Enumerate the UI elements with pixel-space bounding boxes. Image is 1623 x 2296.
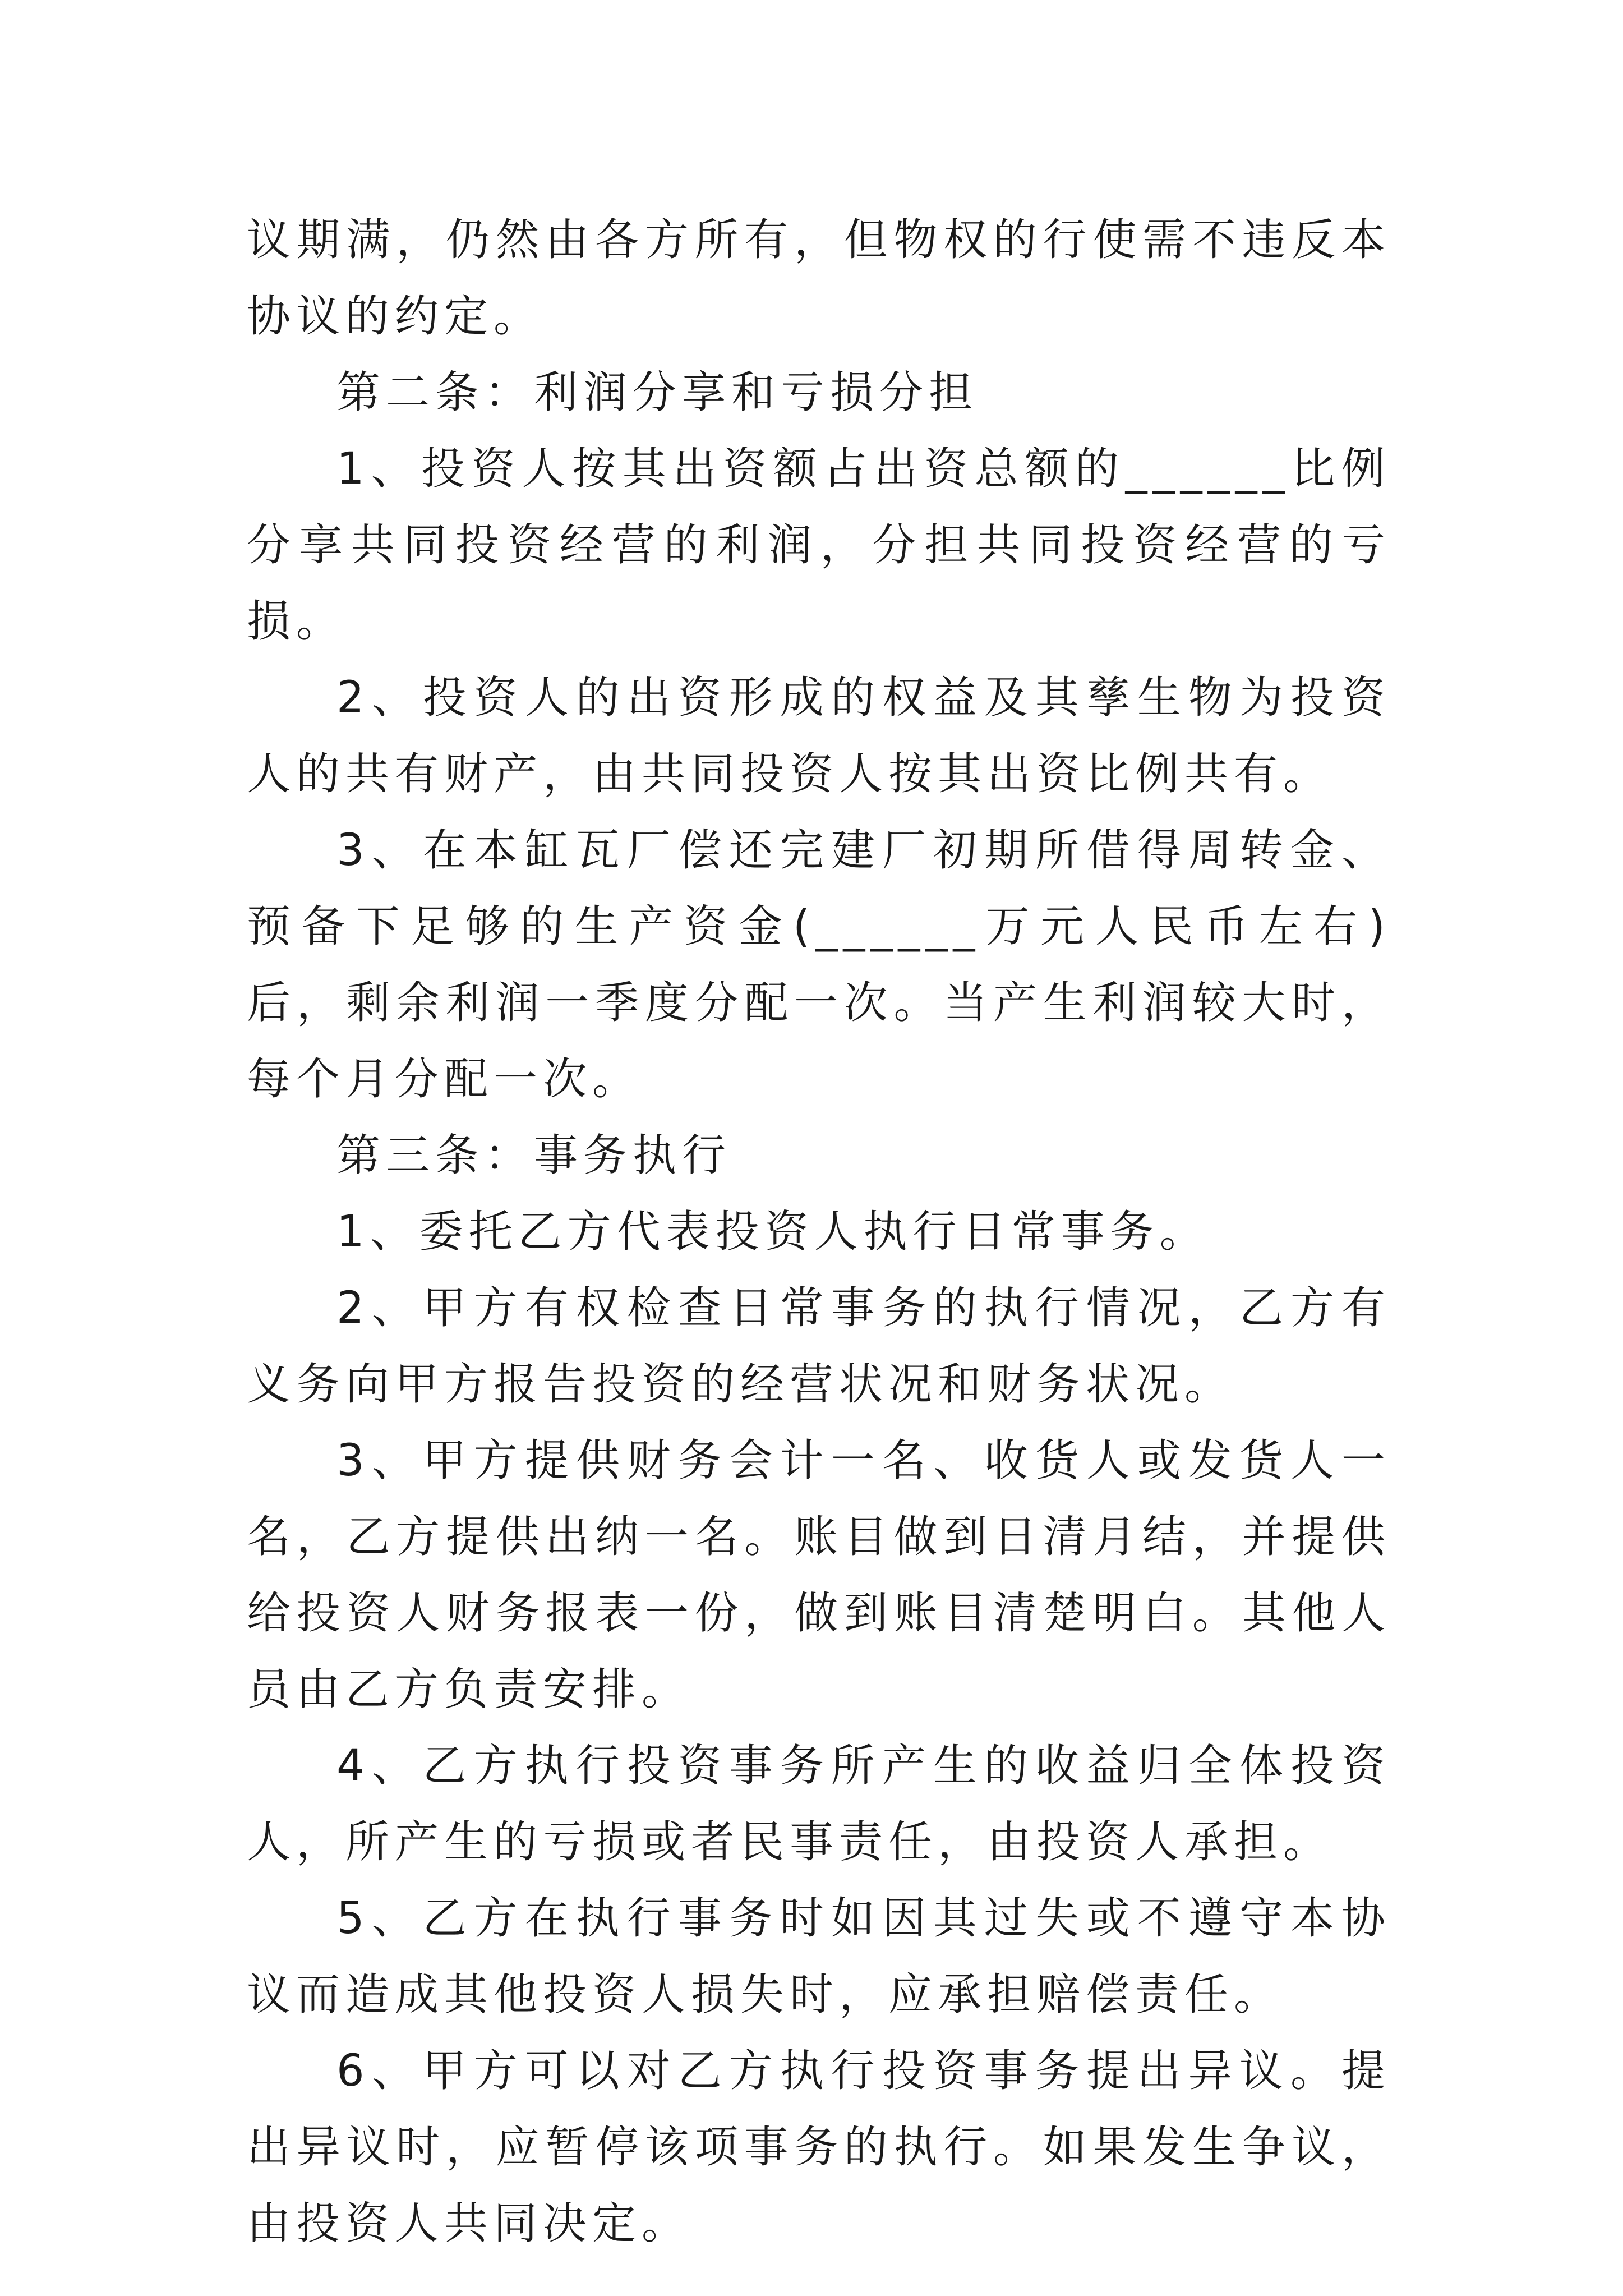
article-3-clause-1: 1、委托乙方代表投资人执行日常事务。 [336, 1207, 1209, 1257]
article-2-clause-2: 2、投资人的出资形成的权益及其孳生物为投资人的共有财产，由共同投资人按其出资比例共有。 [247, 673, 1391, 799]
article-2-clause-1: 1、投资人按其出资额占出资总额的______比例分享共同投资经营的利润，分担共同投资经营的亏损。 [247, 444, 1391, 647]
article-2-heading: 第二条：利润分享和亏损分担 [336, 367, 979, 418]
article-2-clause-3: 3、在本缸瓦厂偿还完建厂初期所借得周转金、预备下足够的生产资金(______万元人民币左右)后，剩余利润一季度分配一次。当产生利润较大时，每个月分配一次。 [247, 825, 1391, 1105]
article-3-heading: 第三条：事务执行 [336, 1130, 732, 1181]
paragraph-continuation: 议期满，仍然由各方所有，但物权的行使需不违反本协议的约定。 [247, 215, 1391, 342]
document-body [247, 202, 1391, 2262]
article-3-clause-5: 5、乙方在执行事务时如因其过失或不遵守本协议而造成其他投资人损失时，应承担赔偿责任。 [247, 1893, 1391, 2020]
article-3-clause-3: 3、甲方提供财务会计一名、收货人或发货人一名，乙方提供出纳一名。账目做到日清月结，并提供给投资人财务报表一份，做到账目清楚明白。其他人员由乙方负责安排。 [247, 1435, 1391, 1715]
article-3-clause-4: 4、乙方执行投资事务所产生的收益归全体投资人，所产生的亏损或者民事责任，由投资人承担。 [247, 1741, 1391, 1867]
article-3-clause-6: 6、甲方可以对乙方执行投资事务提出异议。提出异议时，应暂停该项事务的执行。如果发生争议，由投资人共同决定。 [247, 2046, 1391, 2249]
article-3-clause-2: 2、甲方有权检查日常事务的执行情况，乙方有义务向甲方报告投资的经营状况和财务状况。 [247, 1283, 1391, 1410]
